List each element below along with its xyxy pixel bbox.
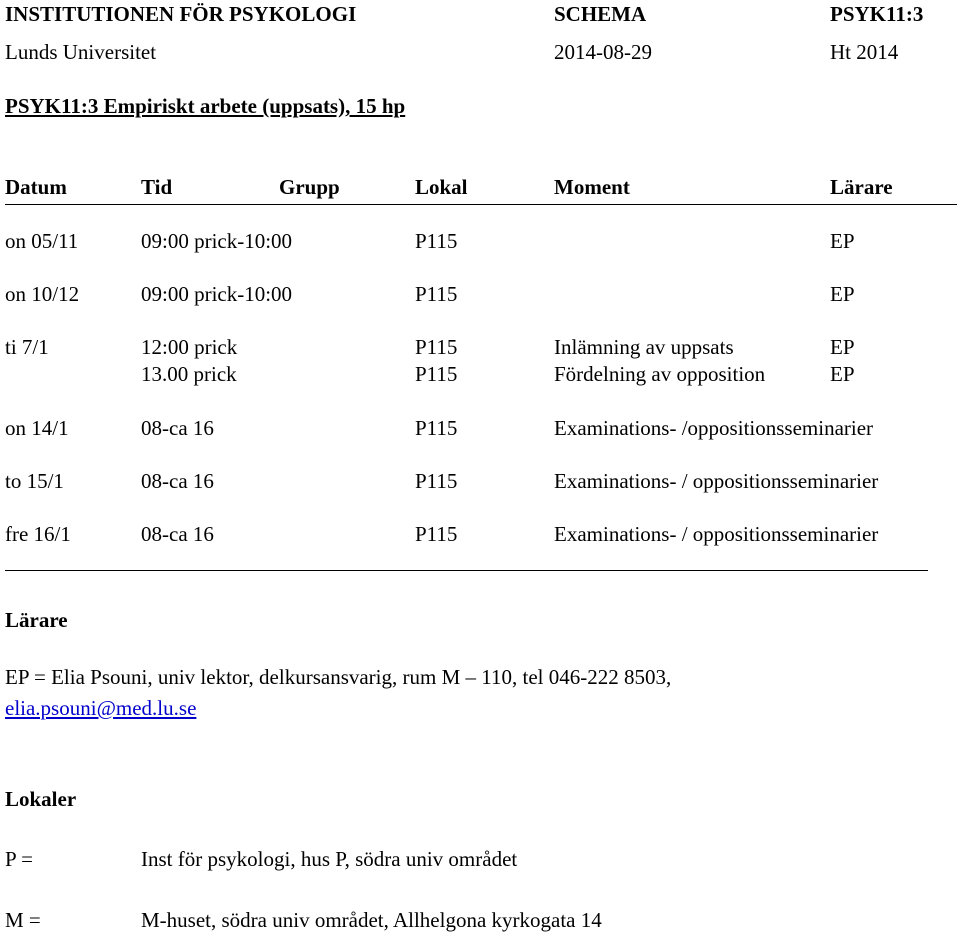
cell-moment: Inlämning av uppsats <box>554 335 734 359</box>
column-header-larare: Lärare <box>830 175 893 199</box>
institution-name: INSTITUTIONEN FÖR PSYKOLOGI <box>5 2 357 26</box>
cell-tid: 12:00 prick <box>141 335 238 359</box>
teachers-heading: Lärare <box>5 608 68 632</box>
course-title: PSYK11:3 Empiriskt arbete (uppsats), 15 hp <box>5 94 406 118</box>
table-end-rule <box>5 570 928 571</box>
cell-larare: EP <box>830 229 855 253</box>
cell-larare: EP <box>830 282 855 306</box>
cell-lokal: P115 <box>415 362 458 386</box>
room-description: M-huset, södra univ området, Allhelgona kyrkogata 14 <box>141 908 602 932</box>
cell-datum: to 15/1 <box>5 469 64 493</box>
document-date: 2014-08-29 <box>554 40 652 64</box>
column-header-moment: Moment <box>554 175 630 199</box>
header-underline <box>5 204 957 205</box>
cell-tid: 08-ca 16 <box>141 469 214 493</box>
column-header-lokal: Lokal <box>415 175 468 199</box>
cell-datum: fre 16/1 <box>5 522 71 546</box>
cell-moment: Fördelning av opposition <box>554 362 766 386</box>
cell-datum: ti 7/1 <box>5 335 49 359</box>
cell-tid: 08-ca 16 <box>141 416 214 440</box>
course-code: PSYK11:3 <box>830 2 924 26</box>
cell-moment: Examinations- / oppositionsseminarier <box>554 522 879 546</box>
document-type: SCHEMA <box>554 2 647 26</box>
cell-datum: on 14/1 <box>5 416 69 440</box>
teacher-email[interactable]: elia.psouni@med.lu.se <box>5 696 197 720</box>
cell-lokal: P115 <box>415 282 458 306</box>
cell-tid: 09:00 prick-10:00 <box>141 282 293 306</box>
teacher-email-link[interactable] <box>5 698 196 719</box>
cell-lokal: P115 <box>415 469 458 493</box>
column-header-datum: Datum <box>5 175 67 199</box>
cell-tid: 09:00 prick-10:00 <box>141 229 293 253</box>
room-code: P = <box>5 847 33 871</box>
cell-moment: Examinations- / oppositionsseminarier <box>554 469 879 493</box>
room-description: Inst för psykologi, hus P, södra univ området <box>141 847 518 871</box>
column-header-grupp: Grupp <box>279 175 340 199</box>
teacher-info: EP = Elia Psouni, univ lektor, delkursansvarig, rum M – 110, tel 046-222 8503, <box>5 665 672 689</box>
cell-tid: 08-ca 16 <box>141 522 214 546</box>
cell-datum: on 10/12 <box>5 282 80 306</box>
cell-datum: on 05/11 <box>5 229 79 253</box>
room-code: M = <box>5 908 41 932</box>
cell-lokal: P115 <box>415 229 458 253</box>
cell-larare: EP <box>830 362 855 386</box>
term: Ht 2014 <box>830 40 899 64</box>
cell-lokal: P115 <box>415 416 458 440</box>
cell-larare: EP <box>830 335 855 359</box>
cell-lokal: P115 <box>415 335 458 359</box>
cell-moment: Examinations- /oppositionsseminarier <box>554 416 874 440</box>
cell-lokal: P115 <box>415 522 458 546</box>
column-header-tid: Tid <box>141 175 173 199</box>
university-name: Lunds Universitet <box>5 40 157 64</box>
cell-tid: 13.00 prick <box>141 362 237 386</box>
rooms-heading: Lokaler <box>5 787 77 811</box>
